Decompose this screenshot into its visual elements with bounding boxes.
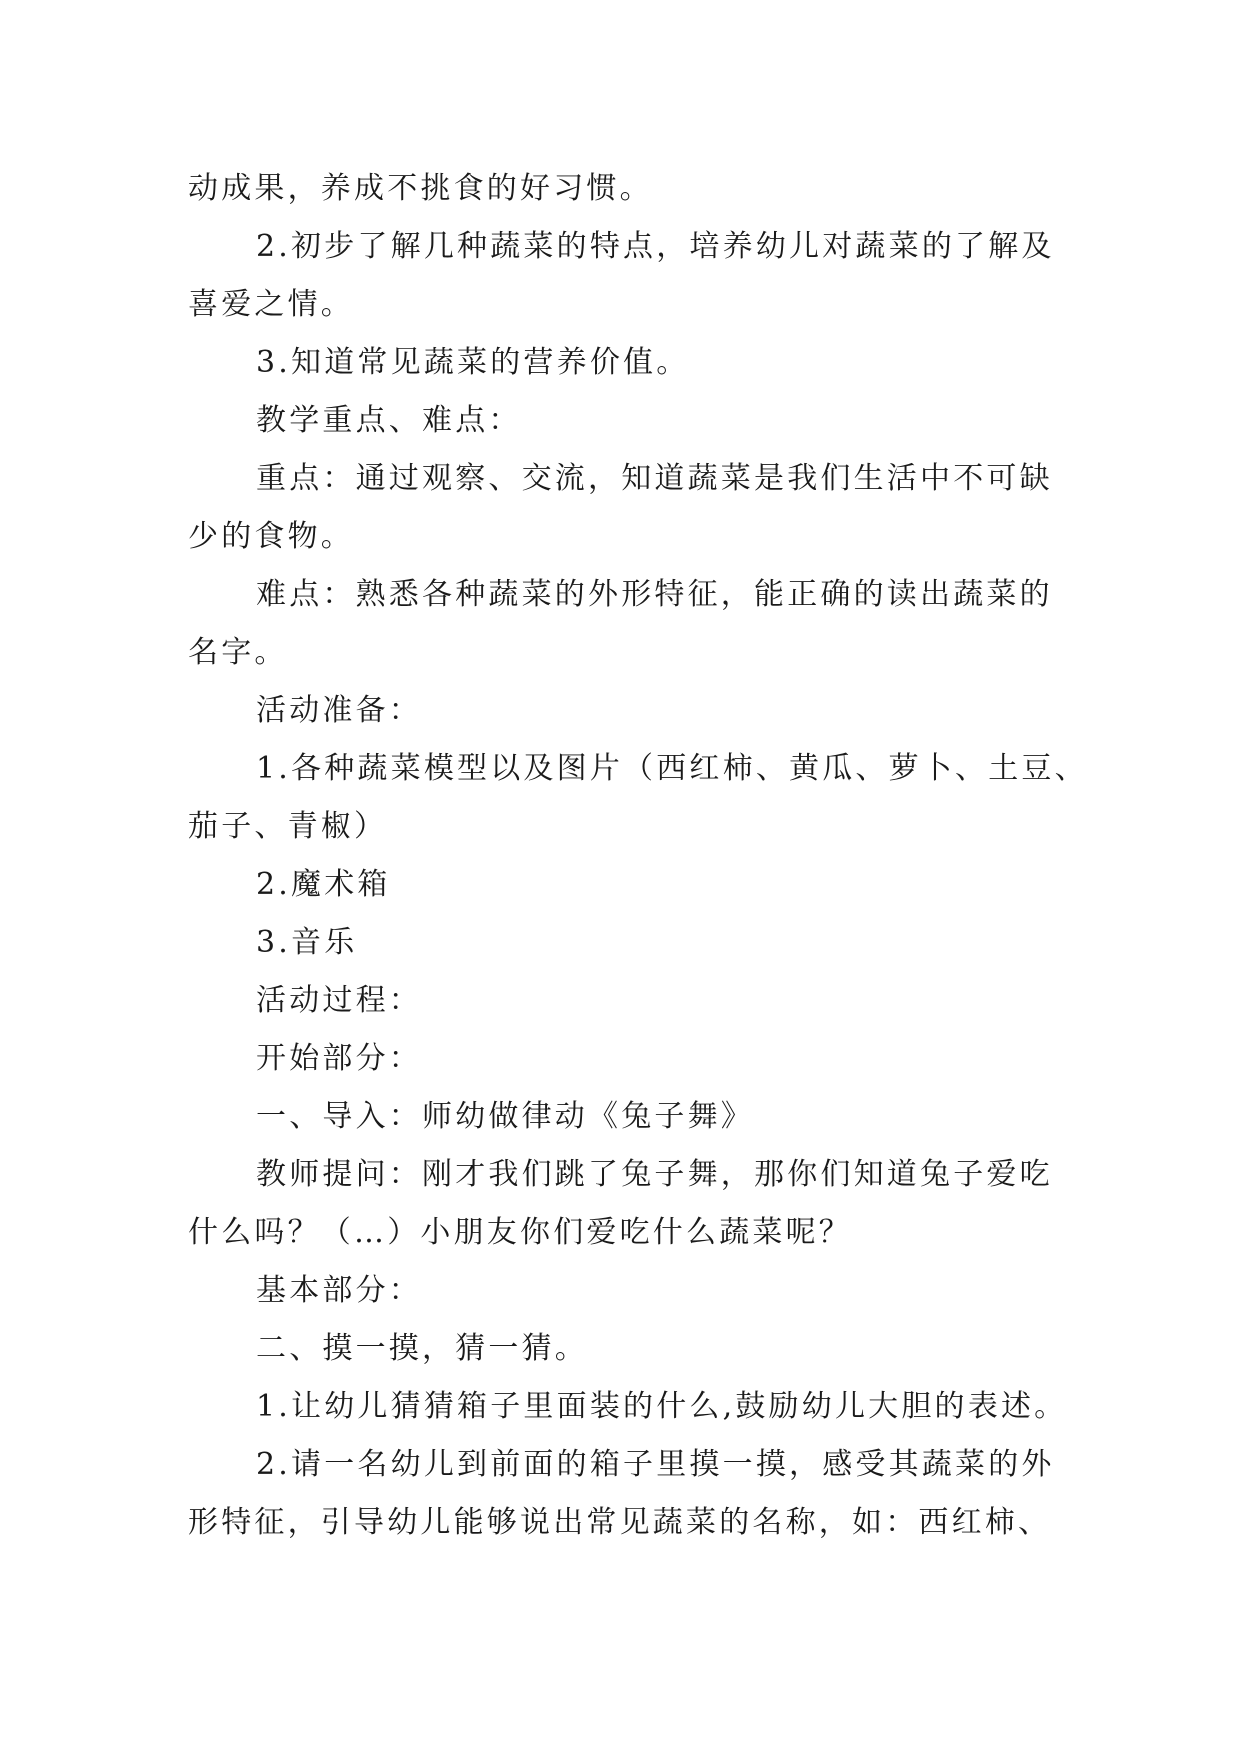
text-line: 3.知道常见蔬菜的营养价值。 (256, 345, 690, 380)
text-line: 动成果，养成不挑食的好习惯。 (188, 171, 653, 206)
text-line: 少的食物。 (188, 519, 354, 554)
text-line: 形特征，引导幼儿能够说出常见蔬菜的名称，如：西红柿、 (188, 1505, 1052, 1540)
document-body (188, 160, 1088, 1552)
text-line: 2.魔术箱 (256, 867, 391, 902)
text-line: 喜爱之情。 (188, 287, 354, 322)
text-line: 重点：通过观察、交流，知道蔬菜是我们生活中不可缺 (256, 461, 1053, 496)
text-line: 2.初步了解几种蔬菜的特点，培养幼儿对蔬菜的了解及 (256, 229, 1055, 264)
text-line: 2.请一名幼儿到前面的箱子里摸一摸，感受其蔬菜的外 (256, 1447, 1055, 1482)
text-line: 一、导入：师幼做律动《兔子舞》 (256, 1099, 754, 1134)
text-line: 名字。 (188, 635, 288, 670)
text-line: 难点：熟悉各种蔬菜的外形特征，能正确的读出蔬菜的 (256, 577, 1053, 612)
section-heading: 开始部分： (256, 1041, 422, 1076)
text-line: 二、摸一摸，猜一猜。 (256, 1331, 588, 1366)
section-heading: 教学重点、难点： (256, 403, 522, 438)
section-heading: 基本部分： (256, 1273, 422, 1308)
text-line: 什么吗？（…）小朋友你们爱吃什么蔬菜呢？ (188, 1215, 852, 1250)
text-line: 1.让幼儿猜猜箱子里面装的什么,鼓励幼儿大胆的表述。 (256, 1389, 1068, 1424)
text-line: 茄子、青椒） (188, 809, 388, 844)
section-heading: 活动过程： (256, 983, 422, 1018)
text-line: 1.各种蔬菜模型以及图片（西红柿、黄瓜、萝卜、土豆、 (256, 751, 1088, 786)
text-line: 教师提问：刚才我们跳了兔子舞，那你们知道兔子爱吃 (256, 1157, 1053, 1192)
section-heading: 活动准备： (256, 693, 422, 728)
text-line: 3.音乐 (256, 925, 358, 960)
